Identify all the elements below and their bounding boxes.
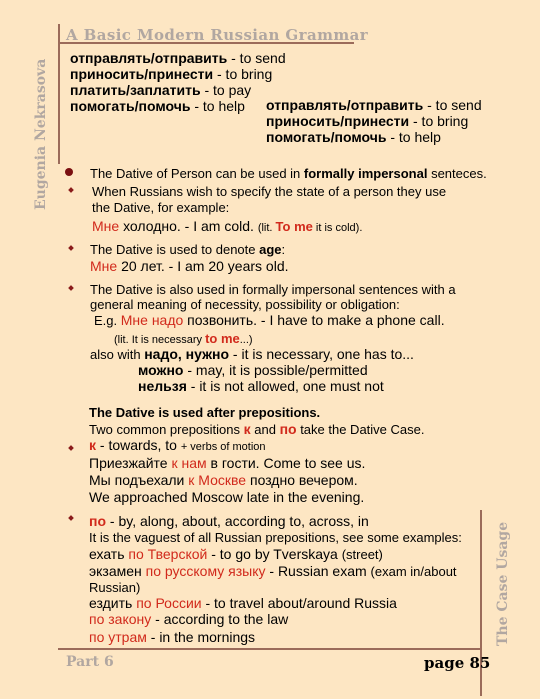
example-phone-call: E.g. Мне надо позвонить. - I have to make a phone call.	[94, 312, 445, 328]
verb-item: отправлять/отправить - to send	[266, 97, 482, 113]
bullet-icon	[68, 285, 74, 291]
k-example-1: Приезжайте к нам в гости. Come to see us.	[89, 455, 366, 471]
literal-note: (lit. It is necessary to me...)	[114, 331, 253, 346]
left-rule	[58, 24, 60, 164]
also-nado: also with надо, нужно - it is necessary, one has to...	[90, 346, 414, 362]
po-example-3: ездить по России - to travel about/around Russia	[89, 595, 397, 611]
bullet-icon	[68, 515, 74, 521]
po-example-4: по закону - according to the law	[89, 611, 289, 627]
rule-age: The Dative is used to denote age:	[90, 242, 286, 257]
po-example-5: по утрам - in the mornings	[89, 629, 256, 645]
rule-state-line1: When Russians wish to specify the state of a person they use	[92, 184, 447, 199]
prepositions-intro: Two common prepositions к and по take the Dative Case.	[89, 421, 425, 437]
k-definition: к - towards, to + verbs of motion	[89, 437, 266, 453]
bullet-icon	[68, 187, 74, 193]
example-cold: Мне холодно. - I am cold. (lit. To me it is cold).	[92, 218, 363, 234]
k-example-2: Мы подъехали к Москве поздно вечером.	[89, 472, 358, 488]
po-note: It is the vaguest of all Russian prepositions, see some examples:	[89, 530, 462, 545]
bullet-icon	[68, 245, 74, 251]
k-example-2-translation: We approached Moscow late in the evening.	[89, 489, 365, 505]
verb-item: помогать/помочь - to help	[266, 129, 441, 145]
prepositions-heading: The Dative is used after prepositions.	[89, 405, 321, 420]
part-label: Part 6	[66, 654, 114, 670]
verb-item: отправлять/отправить - to send	[70, 50, 286, 66]
bullet-icon	[68, 445, 74, 451]
verb-item: платить/заплатить - to pay	[70, 82, 252, 98]
rule-necessity-line1: The Dative is also used in formally impersonal sentences with a	[90, 282, 456, 297]
po-example-2: экзамен по русскому языку - Russian exam (exam in/about	[89, 563, 457, 579]
section-title: The Case Usage	[495, 521, 511, 646]
verb-item: приносить/принести - to bring	[70, 66, 273, 82]
nelzya-line: нельзя - it is not allowed, one must not	[138, 378, 384, 394]
example-age: Мне 20 лет. - I am 20 years old.	[90, 258, 289, 274]
po-definition: по - by, along, about, according to, across, in	[89, 513, 369, 529]
po-example-1: ехать по Тверской - to go by Tverskaya (street)	[89, 546, 383, 562]
bullet-icon	[65, 168, 73, 176]
page-number: page 85	[424, 654, 491, 672]
author-name: Eugenia Nekrasova	[33, 58, 49, 210]
verb-item: помогать/помочь - to help	[70, 98, 245, 114]
rule-necessity-line2: general meaning of necessity, possibility or obligation:	[90, 297, 400, 312]
verb-item: приносить/принести - to bring	[266, 113, 469, 129]
book-title: A Basic Modern Russian Grammar	[66, 26, 369, 44]
rule-formally-impersonal: The Dative of Person can be used in formally impersonal senteces.	[90, 166, 487, 181]
footer-rule	[58, 648, 482, 650]
rule-state-line2: the Dative, for example:	[92, 200, 230, 215]
mozhno-line: можно - may, it is possible/permitted	[138, 362, 368, 378]
po-example-2-cont: Russian)	[89, 580, 141, 595]
